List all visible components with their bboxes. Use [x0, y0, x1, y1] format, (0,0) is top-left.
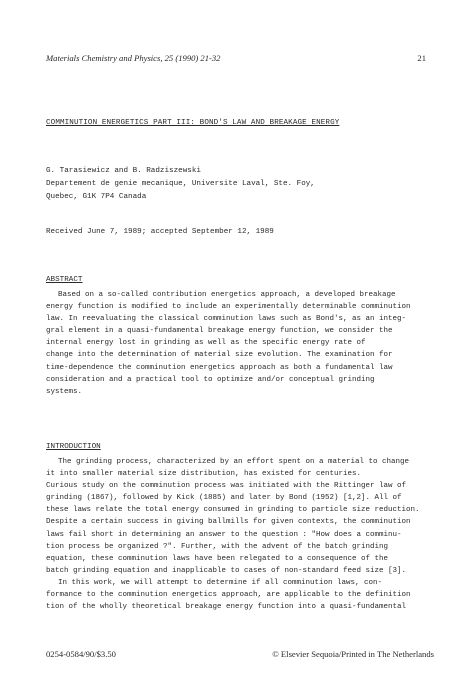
affiliation-line: Departement de genie mecanique, Universite Laval, Ste. Foy,: [46, 180, 315, 188]
text-line: Curious study on the comminution process was initiated with the Rittinger law of: [46, 482, 407, 491]
text-line: change into the determination of material size evolution. The examination for: [46, 351, 393, 360]
text-line: time-dependence the comminution energetics approach as both a fundamental law: [46, 363, 393, 372]
text-line: equation, these comminution laws have been relegated to a consequence of the: [46, 554, 389, 563]
introduction-heading: INTRODUCTION: [46, 443, 101, 451]
text-line: systems.: [46, 387, 83, 396]
text-line: consideration and a practical tool to optimize and/or conceptual grinding: [46, 375, 375, 384]
text-line: grinding (1867), followed by Kick (1885) and later by Bond (1952) [1,2]. All of: [46, 494, 402, 503]
issn-price: 0254-0584/90/$3.50: [46, 649, 116, 659]
authors: G. Tarasiewicz and B. Radziszewski: [46, 167, 201, 175]
text-line: Based on a so-called contribution energetics approach, a developed breakage: [58, 291, 396, 299]
abstract-body: [46, 289, 430, 398]
abstract-heading: ABSTRACT: [46, 276, 83, 284]
received-dates: Received June 7, 1989; accepted September 12, 1989: [46, 228, 274, 236]
introduction-body: [46, 456, 430, 613]
text-line: energy function is modified to include an experimentally determinable comminution: [46, 303, 411, 312]
text-line: formance to the comminution energetics approach, are applicable to the definition: [46, 591, 411, 600]
article-title: COMMINUTION ENERGETICS PART III: BOND'S LAW AND BREAKAGE ENERGY: [46, 119, 340, 127]
text-line: internal energy lost in grinding as well as the specific energy rate of: [46, 339, 366, 348]
text-line: it into smaller material size distribution, has existed for centuries.: [46, 470, 362, 479]
text-line: law. In reevaluating the classical comminution laws such as Bond's, as an integ-: [46, 315, 407, 324]
text-line: Despite a certain success in giving ballmills for given contexts, the comminution: [46, 518, 411, 527]
journal-citation: Materials Chemistry and Physics, 25 (1990) 21-32: [46, 53, 221, 63]
publisher-notice: © Elsevier Sequoia/Printed in The Netherlands: [272, 649, 434, 659]
page-number: 21: [417, 53, 426, 63]
affiliation-line: Quebec, G1K 7P4 Canada: [46, 193, 147, 201]
text-line: laws fail short in determining an answer to the question : "How does a comminu-: [46, 530, 402, 539]
text-line: tion process be organized ?". Further, with the advent of the batch grinding: [46, 542, 389, 551]
text-line: The grinding process, characterized by an effort spent on a material to change: [58, 458, 410, 466]
text-line: gral element in a quasi-fundamental breakage energy function, we consider the: [46, 327, 393, 336]
text-line: batch grinding equation and inapplicable to cases of non-standard feed size [3].: [46, 566, 407, 575]
text-line: tion of the wholly theoretical breakage energy function into a quasi-fundamental: [46, 603, 407, 612]
text-line: these laws relate the total energy consumed in grinding to particle size reduction.: [46, 506, 420, 515]
text-line: In this work, we will attempt to determine if all comminution laws, con-: [58, 578, 383, 587]
